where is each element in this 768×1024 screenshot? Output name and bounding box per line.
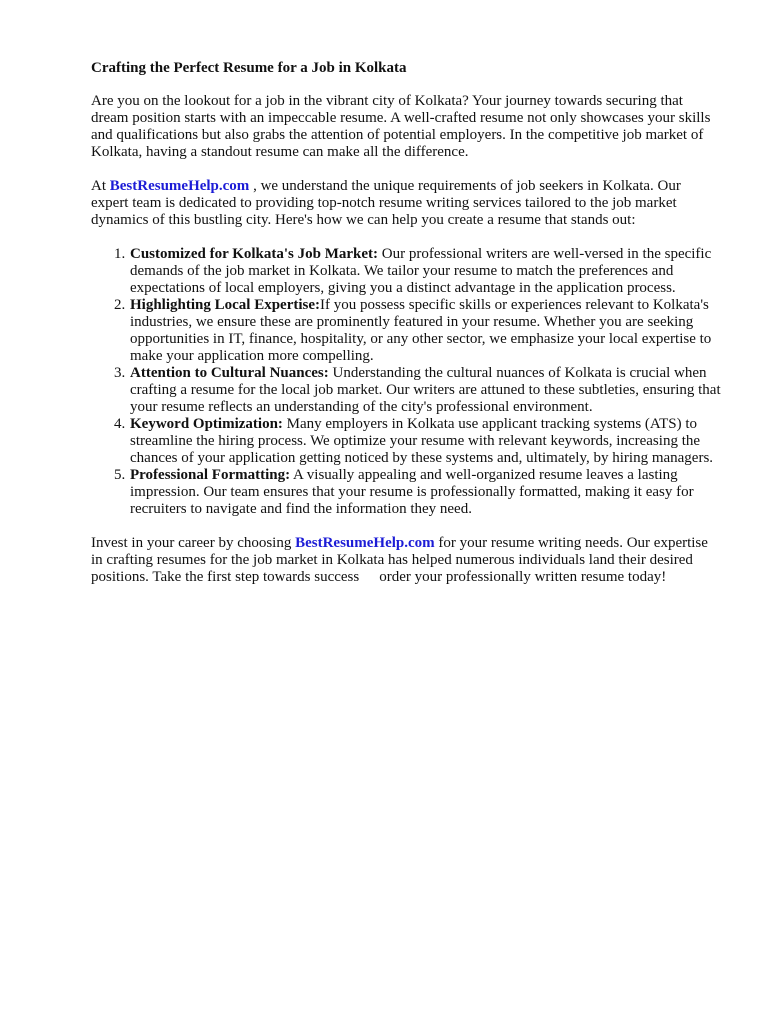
closing-paragraph	[91, 535, 721, 586]
document-page	[91, 60, 721, 603]
document-title: Crafting the Perfect Resume for a Job in Kolkata	[91, 60, 407, 76]
closing-paragraph-end: order your professionally written resume today!	[379, 569, 667, 585]
list-item-text: Many employers in Kolkata use applicant tracking systems (ATS) to streamline the hiring process. We optimize your resume with relevant keywords, increasing the chances of your application getting noticed by these systems and, ultimately, by hiring managers.	[130, 416, 714, 466]
brand-link-closing[interactable]: BestResumeHelp.com	[295, 535, 435, 551]
brand-link[interactable]: BestResumeHelp.com	[109, 178, 250, 194]
list-item-heading: Attention to Cultural Nuances:	[130, 365, 329, 381]
intro-paragraph: Are you on the lookout for a job in the vibrant city of Kolkata? Your journey towards securing that dream position starts with an impeccable resume. A well-crafted resume not only showcases your skills and qualifications but also grabs the attention of potential employers. In the competitive job market of Kolkata, having a standout resume can make all the difference.	[91, 93, 711, 160]
list-item-text: Our professional writers are well-versed in the specific demands of the job market in Kolkata. We tailor your resume to match the preferences and expectations of local employers, giving you a distinct advantage in the application process.	[130, 246, 712, 296]
list-item-text: If you possess specific skills or experiences relevant to Kolkata's industries, we ensure these are prominently featured in your resume. Whether you are seeking opportunities in IT, finance, hospitality, or any other sector, we emphasize your local expertise to make your application more compelling.	[130, 297, 712, 364]
list-item-text: Understanding the cultural nuances of Kolkata is crucial when crafting a resume for the local job market. Our writers are attuned to these subtleties, ensuring that your resume reflects an understanding of the city's professional environment.	[130, 365, 721, 415]
list-item-heading: Customized for Kolkata's Job Market:	[130, 246, 379, 262]
benefits-list	[91, 246, 721, 518]
service-paragraph-prefix: At	[91, 178, 110, 194]
service-paragraph	[91, 178, 721, 229]
list-item	[129, 467, 721, 518]
list-item-heading: Highlighting Local Expertise:	[130, 297, 321, 313]
list-item	[129, 416, 721, 467]
closing-paragraph-prefix: Invest in your career by choosing	[91, 535, 296, 551]
list-item	[129, 297, 721, 365]
list-item-heading: Professional Formatting:	[130, 467, 291, 483]
list-item-heading: Keyword Optimization:	[130, 416, 283, 432]
service-paragraph-suffix: , we understand the unique requirements of job seekers in Kolkata. Our expert team is dedicated to providing top-notch resume writing services tailored to the job market dynamics of this bustling city. Here's how we can help you create a resume that stands out:	[91, 178, 681, 228]
list-item-text: A visually appealing and well-organized resume leaves a lasting impression. Our team ensures that your resume is professionally formatted, making it easy for recruiters to navigate and find the information they need.	[130, 467, 694, 517]
list-item	[129, 365, 721, 416]
list-item	[129, 246, 721, 297]
closing-paragraph-middle: for your resume writing needs. Our expertise in crafting resumes for the job market in Kolkata has helped numerous individuals land their desired positions. Take the first step towards success	[91, 535, 708, 585]
